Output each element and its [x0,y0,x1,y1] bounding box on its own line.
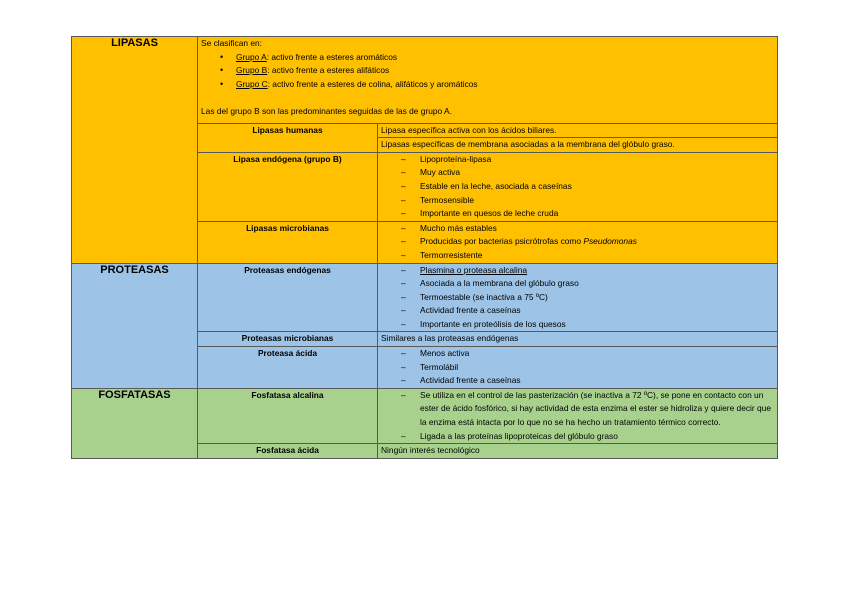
proteasas-microbianas-label: Proteasas microbianas [198,332,378,347]
list-item: – Se utiliza en el control de las pasterización (se inactiva a 72 ºC), se pone en contacto con un ester de ácido fosfórico, si hay actividad de esta enzima el ester se hidroliza y quiere decir que la enzima está intacta por lo que no se ha hecho un tratamiento térmico correcto. [381,389,774,430]
proteasa-acida-label: Proteasa ácida [198,347,378,389]
list-item: – Termoestable (se inactiva a 75 ºC) [381,291,774,305]
fosfatasa-acida-text: Ningún interés tecnológico [378,444,778,459]
list-item: – Asociada a la membrana del glóbulo graso [381,277,774,291]
list-item: – Termolábil [381,361,774,375]
proteasa-acida-cell [378,347,778,389]
fosfatasa-alcalina-list [381,389,774,443]
lipasas-intro: Se clasifican en: [201,38,262,48]
lipasas-groups-list [201,51,774,92]
list-item: – Lipoproteína-lipasa [381,153,774,167]
list-item: – Termorresistente [381,249,774,263]
list-item: – Plasmina o proteasa alcalina [381,264,774,278]
lipasas-humanas-row-1: Lipasa específica activa con los ácidos biliares. [378,123,778,138]
lipasas-note: Las del grupo B son las predominantes seguidas de las de grupo A. [201,105,452,116]
proteasas-endogenas-list [381,264,774,332]
list-item: – Termosensible [381,194,774,208]
proteasas-category: PROTEASAS [72,263,198,388]
list-item: – Ligada a las proteínas lipoproteicas del glóbulo graso [381,430,774,444]
lipasa-endogena-list [381,153,774,221]
lipasas-intro-cell [198,37,778,124]
list-item: – Actividad frente a caseínas [381,374,774,388]
list-item: – Actividad frente a caseínas [381,304,774,318]
fosfatasa-alcalina-cell [378,388,778,443]
lipasas-microbianas-cell [378,221,778,263]
table-row [72,388,778,443]
list-item: – Menos activa [381,347,774,361]
lipasas-microbianas-label: Lipasas microbianas [198,221,378,263]
proteasas-endogenas-cell [378,263,778,332]
list-item: – Importante en quesos de leche cruda [381,207,774,221]
fosfatasa-alcalina-label: Fosfatasa alcalina [198,388,378,443]
lipasas-intro-row [72,37,778,124]
list-item: • Grupo B: activo frente a esteres alifáticos [201,64,774,78]
lipasas-microbianas-list [381,222,774,263]
list-item: – Importante en proteólisis de los quesos [381,318,774,332]
lipasa-endogena-cell [378,152,778,221]
fosfatasa-acida-label: Fosfatasa ácida [198,444,378,459]
lipasas-humanas-label: Lipasas humanas [198,123,378,152]
lipasas-humanas-row-2: Lipasas específicas de membrana asociadas a la membrana del glóbulo graso. [378,138,778,153]
lipasas-category: LIPASAS [72,37,198,264]
enzymes-table [71,36,778,459]
table-row [72,263,778,332]
proteasa-acida-list [381,347,774,388]
list-item: – Producidas por bacterias psicrótrofas como Pseudomonas [381,235,774,249]
list-item: • Grupo C: activo frente a esteres de colina, alifáticos y aromáticos [201,78,774,92]
proteasas-endogenas-label: Proteasas endógenas [198,263,378,332]
lipasa-endogena-label: Lipasa endógena (grupo B) [198,152,378,221]
list-item: – Estable en la leche, asociada a caseínas [381,180,774,194]
fosfatasas-category: FOSFATASAS [72,388,198,458]
list-item: – Muy activa [381,166,774,180]
list-item: • Grupo A: activo frente a esteres aromáticos [201,51,774,65]
proteasas-microbianas-text: Similares a las proteasas endógenas [378,332,778,347]
list-item: – Mucho más estables [381,222,774,236]
